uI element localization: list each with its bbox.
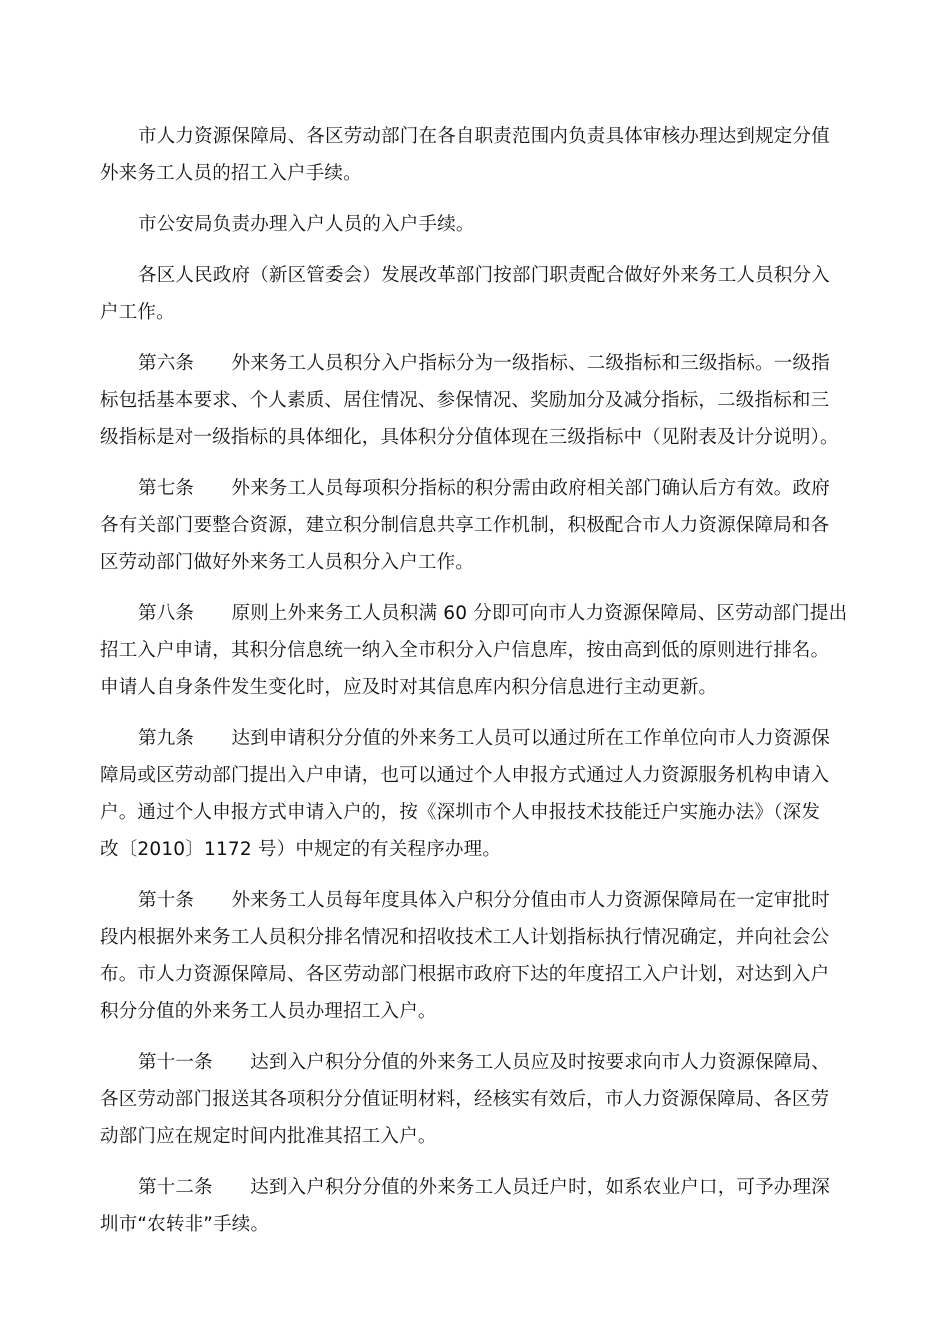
paragraph-line: 第十一条 达到入户积分分值的外来务工人员应及时按要求向市人力资源保障局、	[138, 1052, 830, 1073]
paragraph-line: 外来务工人员的招工入户手续。	[100, 163, 362, 184]
article-10	[100, 882, 850, 1030]
paragraph-line: 申请人自身条件发生变化时，应及时对其信息库内积分信息进行主动更新。	[100, 677, 718, 698]
paragraph-line: 第十二条 达到入户积分分值的外来务工人员迁户时，如系农业户口，可予办理深	[138, 1177, 830, 1198]
paragraph-line: 障局或区劳动部门提出入户申请，也可以通过个人申报方式通过人力资源服务机构申请入	[100, 765, 830, 786]
paragraph-line: 圳市“农转非”手续。	[100, 1214, 270, 1235]
paragraph-line: 各区人民政府（新区管委会）发展改革部门按部门职责配合做好外来务工人员积分入	[138, 265, 830, 286]
paragraph-line: 招工入户申请，其积分信息统一纳入全市积分入户信息库，按由高到低的原则进行排名。	[100, 640, 830, 661]
paragraph-line: 段内根据外来务工人员积分排名情况和招收技术工人计划指标执行情况确定，并向社会公	[100, 927, 830, 948]
paragraph-line: 积分分值的外来务工人员办理招工入户。	[100, 1001, 437, 1022]
article-9	[100, 720, 850, 868]
paragraph-line: 第七条 外来务工人员每项积分指标的积分需由政府相关部门确认后方有效。政府	[138, 478, 830, 499]
document-page	[100, 118, 850, 1257]
paragraph-line: 各区劳动部门报送其各项积分分值证明材料，经核实有效后，市人力资源保障局、各区劳	[100, 1089, 830, 1110]
paragraph-line: 市人力资源保障局、各区劳动部门在各自职责范围内负责具体审核办理达到规定分值	[138, 126, 830, 147]
paragraph-line: 级指标是对一级指标的具体细化，具体积分分值体现在三级指标中（见附表及计分说明）。	[100, 427, 839, 448]
paragraph-line: 标包括基本要求、个人素质、居住情况、参保情况、奖励加分及减分指标，二级指标和三	[100, 390, 830, 411]
paragraph-line: 布。市人力资源保障局、各区劳动部门根据市政府下达的年度招工入户计划，对达到入户	[100, 964, 830, 985]
paragraph-responsibility-district	[100, 257, 850, 331]
paragraph-line: 动部门应在规定时间内批准其招工入户。	[100, 1126, 437, 1147]
paragraph-responsibility-hr	[100, 118, 850, 192]
paragraph-line: 户。通过个人申报方式申请入户的，按《深圳市个人申报技术技能迁户实施办法》（深发	[100, 802, 821, 823]
article-7	[100, 470, 850, 581]
paragraph-line: 市公安局负责办理入户人员的入户手续。	[138, 214, 475, 235]
paragraph-line: 第九条 达到申请积分分值的外来务工人员可以通过所在工作单位向市人力资源保	[138, 728, 830, 749]
article-6	[100, 345, 850, 456]
article-11	[100, 1044, 850, 1155]
paragraph-line: 第十条 外来务工人员每年度具体入户积分分值由市人力资源保障局在一定审批时	[138, 890, 830, 911]
article-8	[100, 595, 850, 706]
paragraph-line: 区劳动部门做好外来务工人员积分入户工作。	[100, 552, 475, 573]
paragraph-line: 户工作。	[100, 302, 175, 323]
paragraph-line: 改〔2010〕1172 号）中规定的有关程序办理。	[100, 839, 502, 860]
article-12	[100, 1169, 850, 1243]
paragraph-responsibility-police	[100, 206, 850, 243]
paragraph-line: 第八条 原则上外来务工人员积满 60 分即可向市人力资源保障局、区劳动部门提出	[138, 603, 848, 624]
paragraph-line: 第六条 外来务工人员积分入户指标分为一级指标、二级指标和三级指标。一级指	[138, 353, 830, 374]
paragraph-line: 各有关部门要整合资源，建立积分制信息共享工作机制，积极配合市人力资源保障局和各	[100, 515, 830, 536]
